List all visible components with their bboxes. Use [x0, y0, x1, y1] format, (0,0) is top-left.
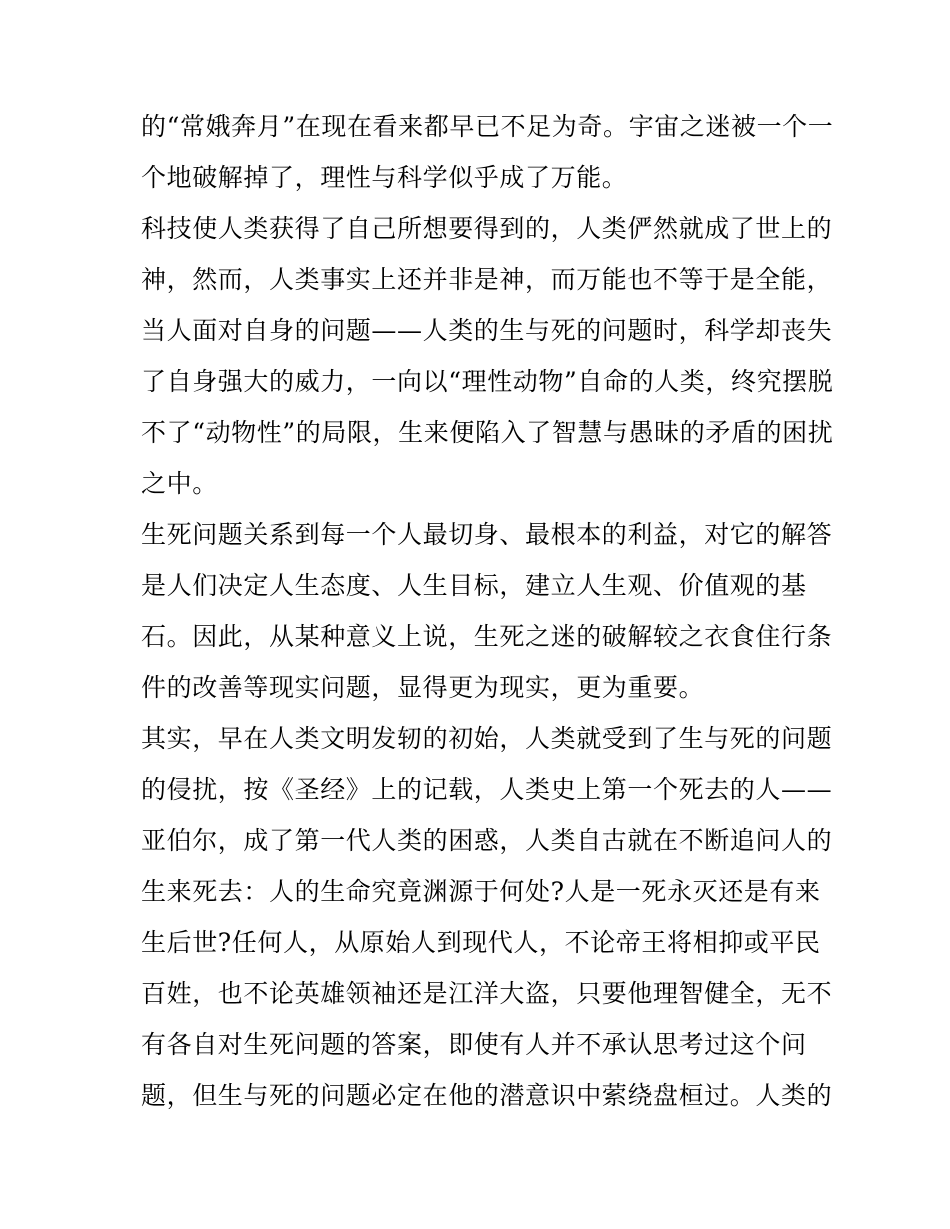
- text-line: 是人们决定人生态度、人生目标，建立人生观、价值观的基: [141, 571, 807, 600]
- text-line: 题，但生与死的问题必定在他的潜意识中萦绕盘桓过。人类的: [141, 1081, 833, 1110]
- text-line: 生死问题关系到每一个人最切身、最根本的利益，对它的解答: [141, 520, 833, 549]
- text-line: 其实，早在人类文明发轫的初始，人类就受到了生与死的问题: [141, 724, 833, 753]
- text-line: 当人面对自身的问题——人类的生与死的问题时，科学却丧失: [141, 316, 833, 345]
- text-line: 科技使人类获得了自己所想要得到的，人类俨然就成了世上的: [141, 214, 833, 243]
- body-text: [141, 101, 834, 1121]
- text-line: 个地破解掉了，理性与科学似乎成了万能。: [141, 163, 628, 192]
- text-line: 有各自对生死问题的答案，即使有人并不承认思考过这个问: [141, 1030, 807, 1059]
- text-line: 之中。: [141, 469, 218, 498]
- text-line: 神，然而，人类事实上还并非是神，而万能也不等于是全能，: [141, 265, 833, 294]
- text-line: 生来死去：人的生命究竟渊源于何处?人是一死永灭还是有来: [141, 877, 821, 906]
- text-line: 不了“动物性”的局限，生来便陷入了智慧与愚昧的矛盾的困扰: [141, 418, 834, 447]
- text-line: 的侵扰，按《圣经》上的记载，人类史上第一个死去的人——: [141, 775, 833, 804]
- text-line: 了自身强大的威力，一向以“理性动物”自命的人类，终究摆脱: [141, 367, 834, 396]
- text-line: 百姓，也不论英雄领袖还是江洋大盗，只要他理智健全，无不: [141, 979, 833, 1008]
- text-line: 亚伯尔，成了第一代人类的困惑，人类自古就在不断追问人的: [141, 826, 833, 855]
- text-line: 件的改善等现实问题，显得更为现实，更为重要。: [141, 673, 705, 702]
- text-line: 生后世?任何人，从原始人到现代人，不论帝王将相抑或平民: [141, 928, 821, 957]
- text-line: 石。因此，从某种意义上说，生死之迷的破解较之衣食住行条: [141, 622, 833, 651]
- text-line: 的“常娥奔月”在现在看来都早已不足为奇。宇宙之迷被一个一: [141, 112, 834, 141]
